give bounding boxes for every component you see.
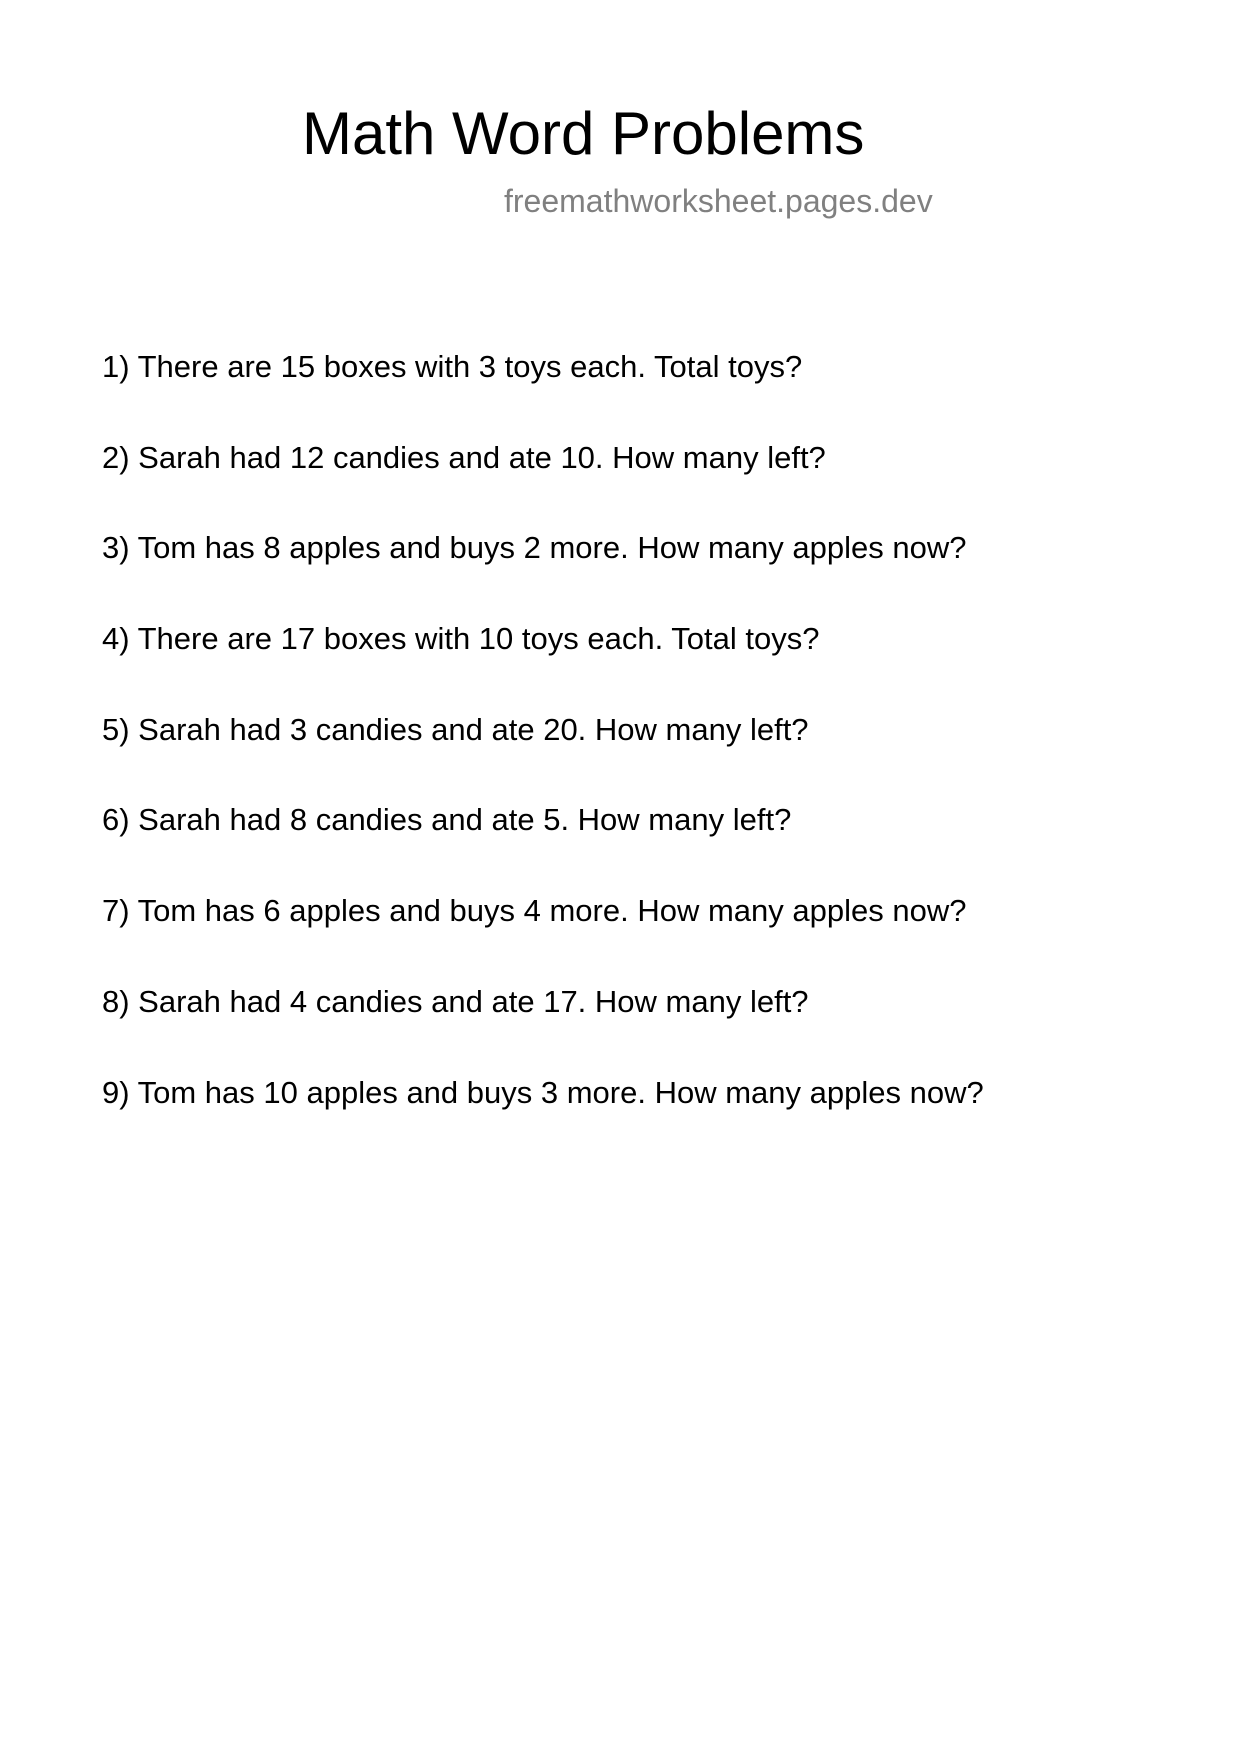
problem-item: 2) Sarah had 12 candies and ate 10. How many left? bbox=[102, 439, 826, 475]
problem-item: 4) There are 17 boxes with 10 toys each. Total toys? bbox=[102, 621, 820, 657]
problem-list bbox=[102, 349, 984, 1165]
problem-item: 8) Sarah had 4 candies and ate 17. How many left? bbox=[102, 983, 809, 1019]
problem-item: 5) Sarah had 3 candies and ate 20. How many left? bbox=[102, 711, 809, 747]
problem-item: 7) Tom has 6 apples and buys 4 more. How many apples now? bbox=[102, 893, 967, 929]
problem-item: 9) Tom has 10 apples and buys 3 more. How many apples now? bbox=[102, 1074, 984, 1110]
problem-item: 3) Tom has 8 apples and buys 2 more. How many apples now? bbox=[102, 530, 967, 566]
site-url: freemathworksheet.pages.dev bbox=[504, 183, 933, 219]
page-title: Math Word Problems bbox=[302, 100, 865, 167]
problem-item: 1) There are 15 boxes with 3 toys each. Total toys? bbox=[102, 349, 803, 384]
problem-item: 6) Sarah had 8 candies and ate 5. How many left? bbox=[102, 802, 792, 838]
